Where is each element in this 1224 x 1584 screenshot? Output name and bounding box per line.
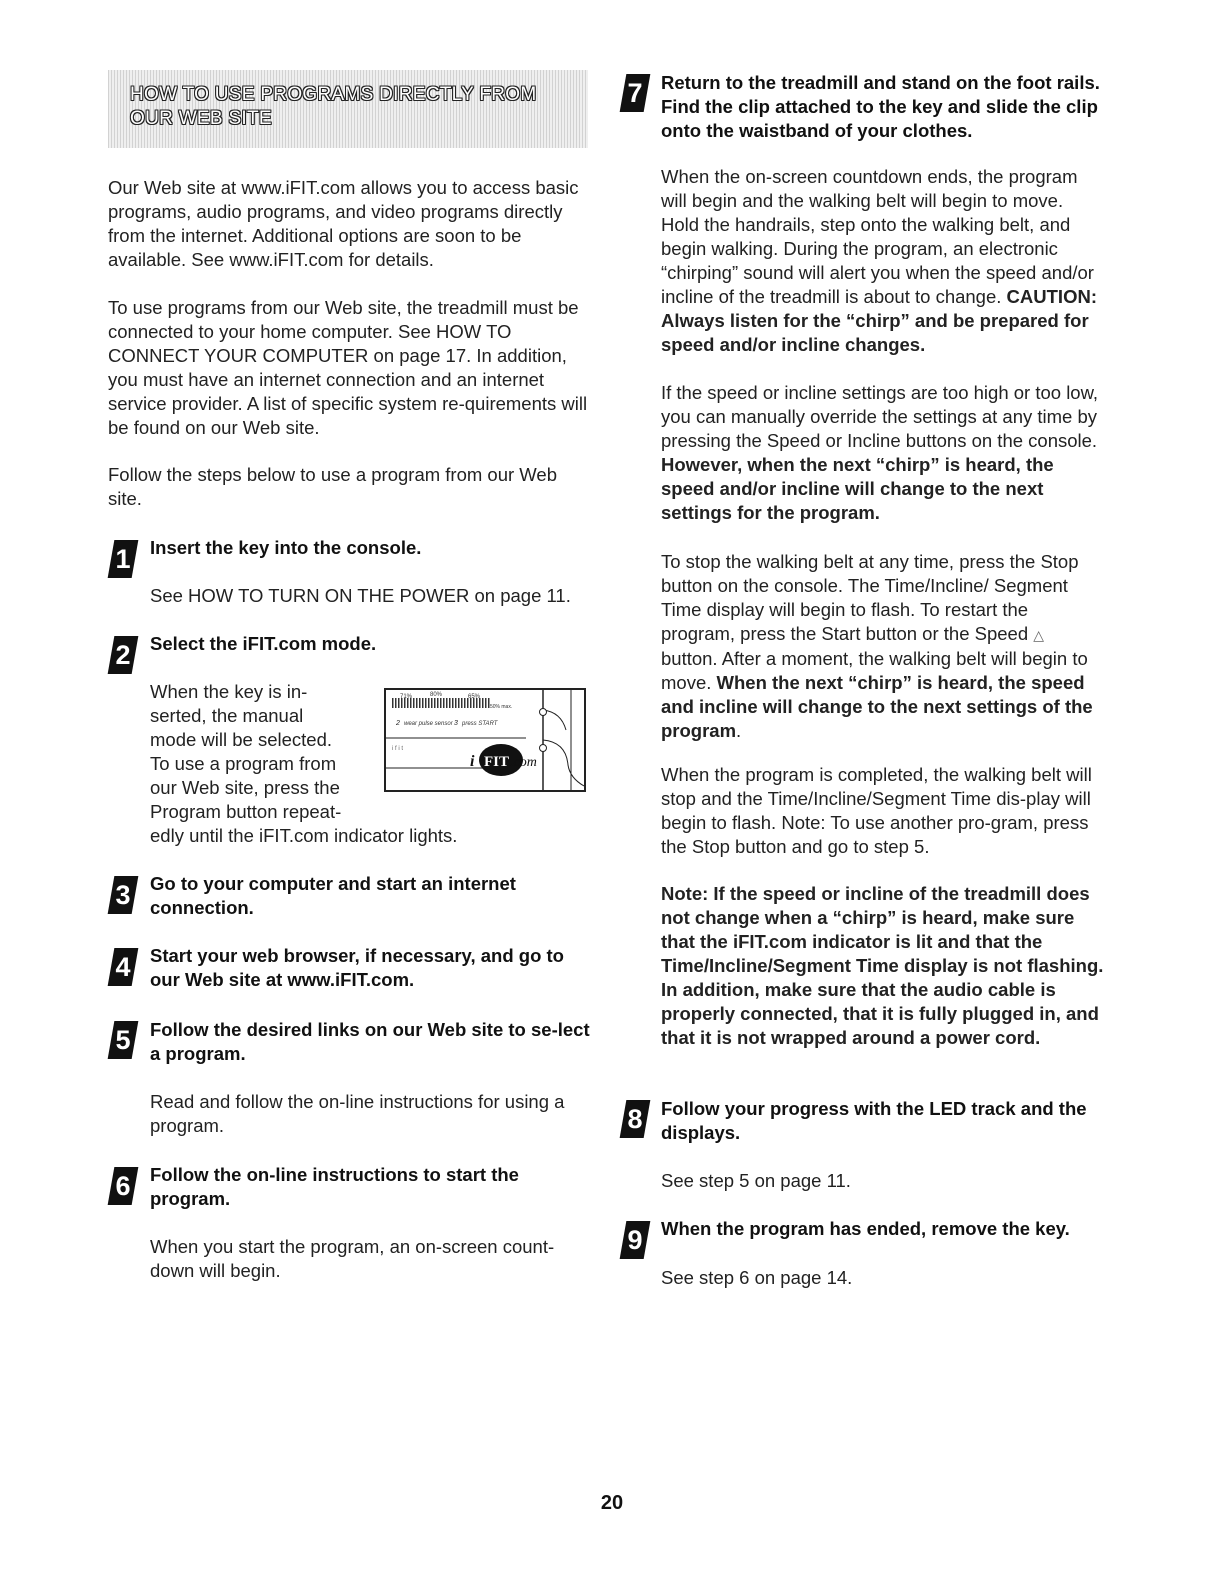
step-4-badge <box>108 948 139 986</box>
step-7-paragraph-2 <box>661 381 1105 525</box>
step-9-number: 9 <box>627 1225 643 1255</box>
step-7-paragraph-3-text: To stop the walking belt at any time, press the Stop button on the console. The Time/Incline/ Segment Time display will begin to flash. To restart the program, press the Start button or the Speed <box>661 551 1079 644</box>
step-7-number: 7 <box>627 78 643 108</box>
step-4-heading: Start your web browser, if necessary, and go to our Web site at www.iFIT.com. <box>150 945 564 990</box>
step-1-body: See HOW TO TURN ON THE POWER on page 11. <box>150 585 571 606</box>
led-pct-3: 65% <box>468 694 481 700</box>
intro-paragraph-3: Follow the steps below to use a program from our Web site. <box>108 464 558 509</box>
step-6-heading: Follow the on-line instructions to start the program. <box>150 1164 519 1209</box>
step-1-number: 1 <box>115 544 131 574</box>
instruction-number-2: 2 <box>396 720 400 727</box>
instruction-wear-sensor: wear pulse sensor <box>404 721 453 727</box>
step-7-paragraph-2-text: If the speed or incline settings are too high or too low, you can manually override the settings at any time by pressing the Speed or Incline buttons on the console. <box>661 382 1099 451</box>
step-2-badge <box>108 636 139 674</box>
step-6-number: 6 <box>115 1171 131 1201</box>
step-2-heading: Select the iFIT.com mode. <box>150 633 377 654</box>
section-banner <box>108 70 588 148</box>
step-7-paragraph-3 <box>661 550 1105 743</box>
step-7-paragraph-1-text: When the on-screen countdown ends, the program will begin and the walking belt will begin to move. Hold the handrails, step onto the walking belt, and begin walking. During the program, an electronic “chirping” sound will alert you when the speed and/or incline of the treadmill is about to change. <box>661 166 1094 307</box>
instruction-number-3: 3 <box>454 720 458 727</box>
step-2-body-line: mode will be selected. <box>150 729 333 750</box>
step-4-number: 4 <box>115 952 131 982</box>
step-7-paragraph-3-end: . <box>736 720 742 741</box>
ifit-logo-i: i <box>470 753 475 770</box>
step-5-number: 5 <box>115 1025 131 1055</box>
led-pct-4: 50% max. <box>490 704 513 710</box>
step-2-body-line: When the key is in- <box>150 681 308 702</box>
step-9-badge <box>620 1221 651 1259</box>
step-1-badge <box>108 540 139 578</box>
step-2-body-line: edly until the iFIT.com indicator lights. <box>150 825 458 846</box>
section-title-line1: HOW TO USE PROGRAMS DIRECTLY FROM <box>130 84 537 105</box>
ifit-logo-fit: FIT <box>484 754 510 770</box>
step-8-badge <box>620 1100 651 1138</box>
step-3-number: 3 <box>115 880 131 910</box>
step-5-body: Read and follow the on-line instructions for using a program. <box>150 1091 565 1136</box>
console-drawing <box>386 690 584 790</box>
indicator-light <box>540 709 547 716</box>
step-2-body-line: our Web site, press the <box>150 777 340 798</box>
page-number: 20 <box>600 1492 624 1514</box>
step-9-heading: When the program has ended, remove the key. <box>661 1218 1070 1239</box>
step-7-paragraph-1 <box>661 165 1105 357</box>
step-7-paragraph-4: When the program is completed, the walking belt will stop and the Time/Incline/Segment Time dis-play will begin to flash. Note: To use another pro-gram, press the Stop button and go to step 5. <box>661 764 1092 857</box>
step-9-body: See step 6 on page 14. <box>661 1267 853 1288</box>
intro-paragraph-1: Our Web site at www.iFIT.com allows you to access basic programs, audio programs, and video programs directly from the internet. Additional options are soon to be available. See www.iFIT.com for details. <box>108 177 579 270</box>
section-title <box>130 83 588 131</box>
step-6-badge <box>108 1167 139 1205</box>
ifit-logo-com: .com <box>510 755 537 770</box>
indicator-light <box>540 745 547 752</box>
step-2-body-line: serted, the manual <box>150 705 304 726</box>
caution-text: CAUTION: Always listen for the “chirp” and be prepared for speed and/or incline changes. <box>661 286 1097 355</box>
step-8-number: 8 <box>627 1104 643 1134</box>
step-2-body-line: Program button repeat- <box>150 801 342 822</box>
section-title-line2: OUR WEB SITE <box>130 108 272 129</box>
step-5-badge <box>108 1021 139 1059</box>
ifit-letters: i f i t <box>392 746 404 752</box>
step-3-heading: Go to your computer and start an internet connection. <box>150 873 516 918</box>
step-5-heading: Follow the desired links on our Web site to se-lect a program. <box>150 1019 590 1064</box>
step-3-badge <box>108 876 139 914</box>
step-8-heading: Follow your progress with the LED track and the displays. <box>661 1098 1087 1143</box>
step-2-body-line: To use a program from <box>150 753 337 774</box>
led-pct-2: 80% <box>430 692 443 698</box>
instruction-press-start: press START <box>462 721 498 727</box>
step-1-heading: Insert the key into the console. <box>150 537 422 558</box>
step-7-heading: Return to the treadmill and stand on the foot rails. Find the clip attached to the key and slide the clip onto the waistband of your clothes. <box>661 72 1100 141</box>
console-illustration <box>384 688 586 792</box>
step-7-paragraph-3-text-b: button. After a moment, the walking belt will begin to move. <box>661 648 1088 693</box>
step-2-number: 2 <box>115 640 131 670</box>
led-pct-1: 71% <box>400 694 413 700</box>
intro-paragraph-2: To use programs from our Web site, the treadmill must be connected to your home computer. See HOW TO CONNECT YOUR COMPUTER on page 17. In addition, you must have an internet connection and an internet service provider. A list of specific system re-quirements will be found on our Web site. <box>108 297 588 438</box>
step-7-paragraph-2-bold: However, when the next “chirp” is heard, the speed and/or incline will change to the next settings for the program. <box>661 454 1054 523</box>
speed-up-triangle-icon: △ <box>1033 627 1045 643</box>
step-8-body: See step 5 on page 11. <box>661 1170 851 1191</box>
step-7-badge <box>620 74 651 112</box>
step-7-paragraph-3-bold: When the next “chirp” is heard, the speed and incline will change to the next settings of the program <box>661 672 1093 741</box>
step-7-note: Note: If the speed or incline of the treadmill does not change when a “chirp” is heard, make sure that the iFIT.com indicator is lit and that the Time/Incline/Segment Time display is not flashing. In addition, make sure that the audio cable is properly connected, that it is fully plugged in, and that it is not wrapped around a power cord. <box>661 883 1104 1048</box>
step-6-body: When you start the program, an on-screen count-down will begin. <box>150 1236 555 1281</box>
